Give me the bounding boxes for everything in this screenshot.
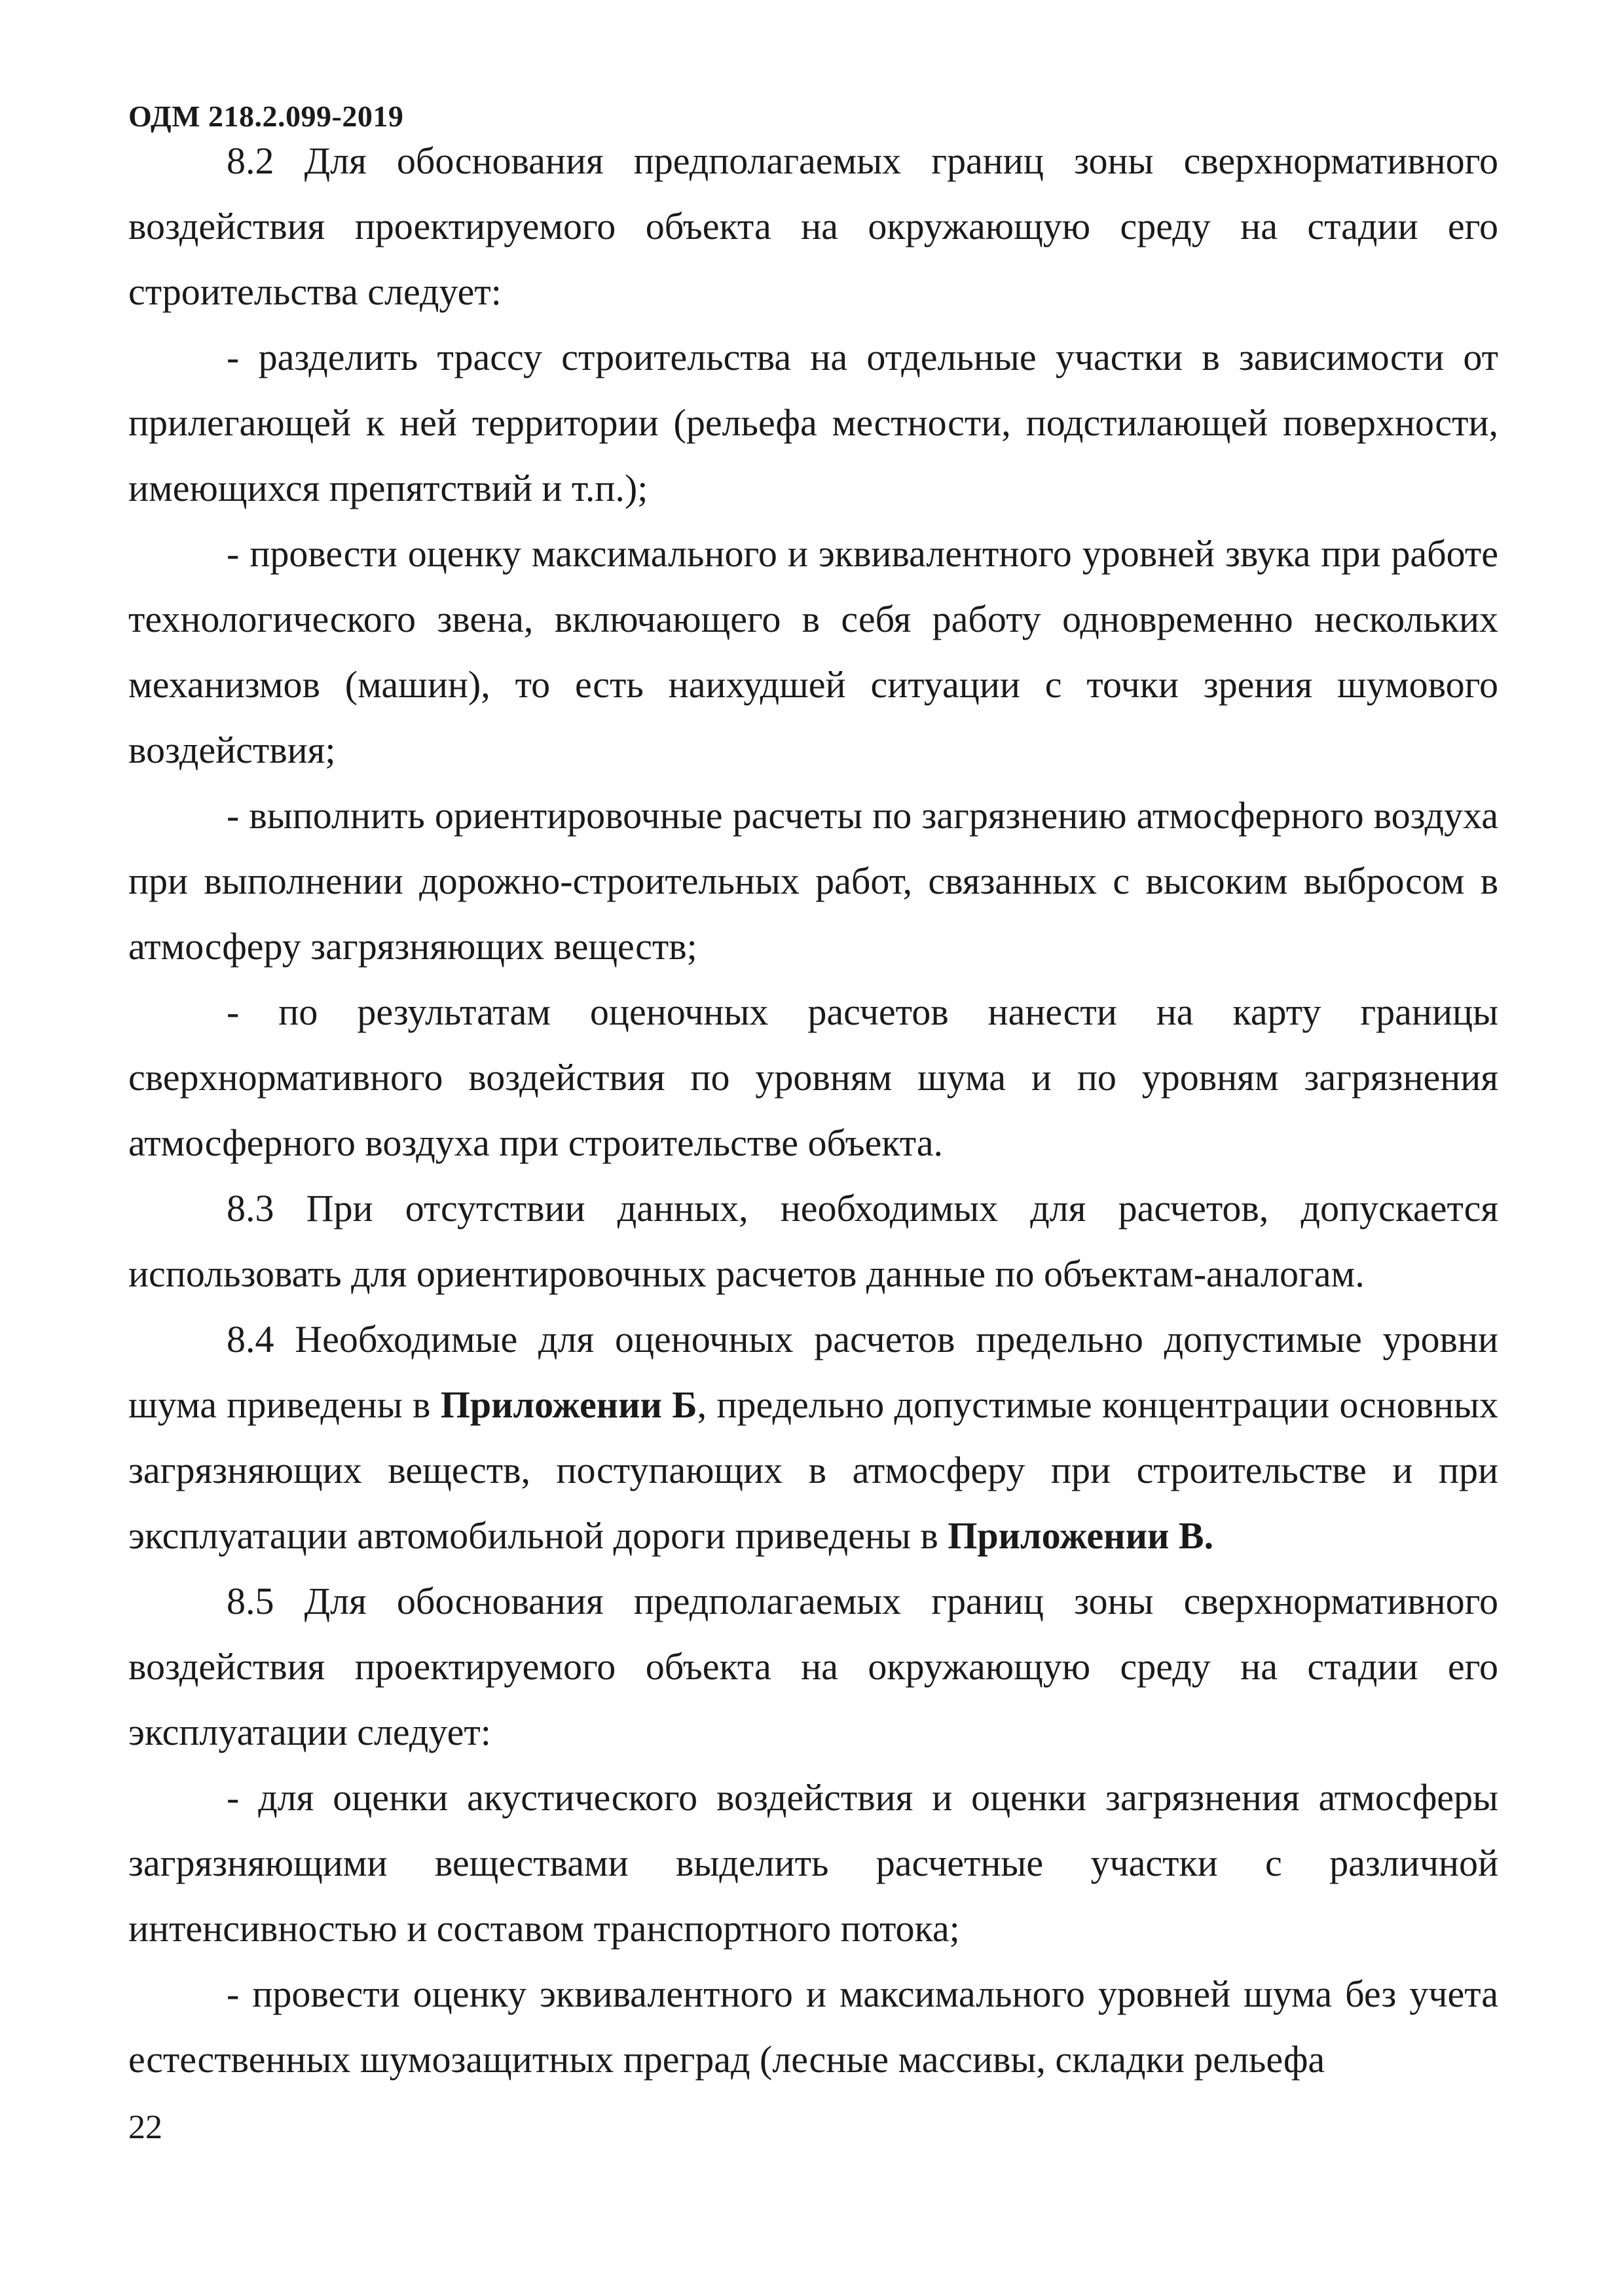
paragraph-8-2: 8.2 Для обоснования предполагаемых границ зоны сверхнормативного воздействия проектируемого объекта на окружающую среду на стадии его строительства следует: — [128, 139, 1498, 313]
paragraph-8-3: 8.3 При отсутствии данных, необходимых для расчетов, допускается использовать для ориентировочных расчетов данные по объектам-аналогам. — [128, 1187, 1498, 1295]
paragraph-8-5: 8.5 Для обоснования предполагаемых границ зоны сверхнормативного воздействия проектируемого объекта на окружающую среду на стадии его эксплуатации следует: — [128, 1580, 1498, 1753]
list-item-divide-route: - разделить трассу строительства на отдельные участки в зависимости от прилегающей к ней территории (рельефа местности, подстилающей поверхности, имеющихся препятствий и т.п.); — [128, 336, 1498, 509]
list-item-acoustic-sections: - для оценки акустического воздействия и оценки загрязнения атмосферы загрязняющими веществами выделить расчетные участки с различной интенсивностью и составом транспортного потока; — [128, 1776, 1498, 1950]
list-item-noise-levels: - провести оценку эквивалентного и максимального уровней шума без учета естественных шумозащитных преград (лесные массивы, складки рельефа — [128, 1973, 1498, 2081]
appendix-b-reference: Приложении Б — [440, 1383, 697, 1426]
list-item-noise-assessment: - провести оценку максимального и эквивалентного уровней звука при работе технологического звена, включающего в себя работу одновременно нескольких механизмов (машин), то есть наихудшей ситуации с точки зрения шумового воздействия; — [128, 532, 1498, 771]
list-item-air-pollution-calc: - выполнить ориентировочные расчеты по загрязнению атмосферного воздуха при выполнении дорожно-строительных работ, связанных с высоким выбросом в атмосферу загрязняющих веществ; — [128, 794, 1498, 968]
paragraph-8-4 — [128, 1307, 1498, 1569]
document-body — [128, 128, 1498, 2092]
document-code: ОДМ 218.2.099-2019 — [128, 100, 404, 133]
paragraph-8-4-text-1: 8.4 Необходимые для оценочных расчетов предельно допустимые уровни шума приведены в — [128, 1318, 1498, 1426]
page-number: 22 — [128, 2109, 162, 2146]
paragraph-8-4-text-2: , предельно допустимые концентрации основных загрязняющих веществ, поступающих в атмосферу при строительстве и при эксплуатации автомобильной дороги приведены в — [128, 1383, 1498, 1557]
list-item-map-boundaries: - по результатам оценочных расчетов нанести на карту границы сверхнормативного воздействия по уровням шума и по уровням загрязнения атмосферного воздуха при строительстве объекта. — [128, 991, 1498, 1164]
appendix-v-reference: Приложении В. — [948, 1514, 1214, 1557]
